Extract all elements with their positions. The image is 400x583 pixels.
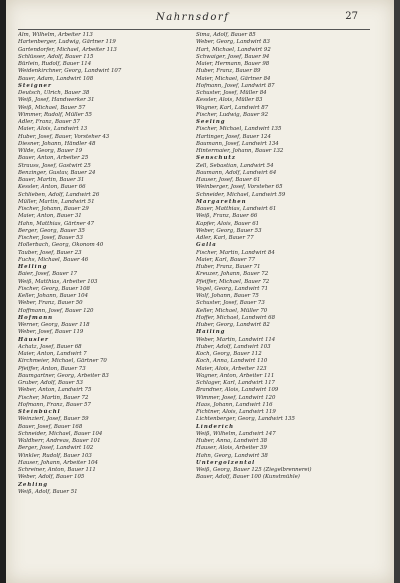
page-title: Nahrnsdorf (156, 12, 230, 23)
directory-entry: Benzinger, Gustav, Bauer 24 (18, 169, 96, 176)
directory-entry: Huber, Josef, Bauer, Vorsteher 43 (18, 133, 110, 140)
directory-entry: Tauber, Josef, Bauer 23 (18, 249, 82, 256)
directory-entry: Fischer, Georg, Bauer 108 (18, 285, 90, 292)
directory-entry: Hollerbach, Georg, Ökonom 40 (18, 242, 104, 249)
directory-entry: Kessler, Anton, Bauer 66 (18, 184, 86, 191)
directory-entry: Weber, Josef, Bauer 119 (18, 329, 84, 336)
directory-entry: Weber, Franz, Bauer 50 (18, 300, 83, 307)
directory-entry: Maier, Anton, Bauer 31 (18, 213, 82, 220)
directory-entry: Weber, Anton, Landwirt 75 (18, 387, 92, 394)
right-column (196, 32, 366, 482)
directory-entry: Fichtner, Alois, Landwirt 119 (196, 409, 276, 415)
directory-entry: Weiß, Josef, Handwerker 31 (18, 97, 95, 104)
page-number: 27 (345, 11, 358, 22)
directory-entry: Weidenkirchner, Georg, Landwirt 107 (18, 68, 122, 75)
section-heading: Steigner (18, 82, 52, 89)
section-heading: Margarethen (196, 198, 247, 205)
directory-entry: Hart, Michael, Landwirt 92 (196, 46, 271, 53)
directory-entry: Berger, Georg, Bauer 35 (18, 227, 85, 234)
directory-entry: Bauer, Josef, Bauer 168 (18, 423, 83, 430)
header-rule (18, 29, 370, 30)
directory-entry: Haas, Johann, Landwirt 116 (196, 401, 273, 408)
directory-entry: Gartendorfer, Michael, Arbeiter 113 (18, 46, 117, 53)
directory-entry: Fischer, Michael, Landwirt 135 (196, 126, 282, 133)
directory-entry: Berger, Josef, Landwirt 102 (18, 445, 94, 452)
directory-entry: Bauer, Matthias, Landwirt 61 (196, 206, 277, 212)
section-heading: Häusler (18, 336, 49, 343)
directory-entry: Huber, Anna, Landwirt 38 (196, 438, 268, 444)
section-heading: Linderich (196, 423, 235, 430)
directory-entry: Winkler, Rudolf, Bauer 103 (18, 452, 92, 459)
directory-entry: Kirchmeier, Michael, Gärtner 70 (18, 358, 107, 365)
section-heading: Hailing (196, 329, 226, 336)
directory-entry: Weiß, Georg, Bauer 125 (Ziegelbrennerei) (196, 467, 312, 473)
directory-entry: Diesner, Johann, Händler 48 (18, 140, 96, 147)
directory-entry: Wagner, Anton, Arbeiter 111 (196, 372, 275, 379)
directory-entry: Zell, Sebastian, Landwirt 54 (196, 162, 274, 169)
directory-entry: Bauer, Anton, Arbeiter 25 (18, 155, 89, 162)
directory-entry: Waldherr, Andreas, Bauer 101 (18, 438, 101, 444)
directory-entry: Schlieben, Adolf, Landwirt 26 (18, 191, 100, 198)
directory-entry: Keller, Michael, Müller 70 (196, 307, 268, 314)
directory-entry: Maier, Hermann, Bauer 98 (196, 61, 270, 67)
directory-entry: Maier, Anton, Landwirt 7 (18, 351, 87, 357)
directory-entry: Strauss, Josef, Gastwirt 25 (18, 162, 91, 169)
directory-entry: Hoffer, Michael, Landwirt 68 (196, 314, 276, 321)
directory-entry: Weiß, Michael, Bauer 57 (18, 104, 86, 111)
directory-entry: Werner, Georg, Bauer 118 (18, 322, 90, 328)
directory-entry: Pfeiffer, Anton, Bauer 73 (18, 365, 86, 372)
directory-entry: Huber, Adolf, Landwirt 103 (196, 343, 271, 350)
directory-entry: Kessler, Alois, Müller 83 (196, 97, 263, 104)
document-page (6, 0, 394, 583)
directory-entry: Fischer, Martin, Bauer 72 (18, 394, 89, 401)
directory-entry: Weiß, Franz, Bauer 66 (196, 213, 258, 220)
directory-entry: Gruber, Adolf, Bauer 53 (18, 380, 83, 386)
directory-entry: Hauser, Alois, Arbeiter 39 (196, 445, 267, 452)
directory-entry: Hahn, Matthias, Gärtner 47 (18, 220, 95, 227)
directory-entry: Hofmann, Franz, Bauer 57 (18, 401, 91, 408)
directory-entry: Weiß, Matthias, Arbeiter 103 (18, 278, 98, 285)
directory-entry: Pfeiffer, Michael, Bauer 72 (196, 278, 270, 285)
directory-entry: Schuster, Josef, Bauer 73 (196, 300, 265, 307)
directory-entry: Weinzierl, Josef, Bauer 59 (18, 416, 89, 423)
directory-entry: Keller, Johann, Bauer 104 (18, 293, 89, 299)
directory-entry: Hartenberger, Ludwig, Gärtner 119 (18, 39, 116, 46)
directory-entry: Kreuzer, Johann, Bauer 72 (196, 271, 269, 278)
directory-entry: Weber, Adolf, Bauer 105 (18, 474, 85, 481)
directory-entry: Hartinger, Josef, Bauer 124 (196, 133, 271, 140)
directory-entry: Hahn, Georg, Landwirt 38 (196, 452, 268, 459)
directory-entry: Schlüsser, Adolf, Bauer 115 (18, 53, 94, 60)
directory-entry: Baumann, Josef, Landwirt 134 (196, 140, 279, 147)
directory-entry: Schuster, Josef, Müller 84 (196, 90, 267, 96)
directory-entry: Müller, Martin, Landwirt 51 (18, 198, 95, 205)
section-heading: Hofmann (18, 314, 54, 321)
directory-entry: Hauser, Johann, Arbeiter 104 (18, 459, 98, 466)
section-heading: Untergolzental (196, 459, 256, 466)
section-heading: Senschutz (196, 155, 236, 162)
directory-entry: Vogel, Georg, Landwirt 71 (196, 285, 269, 292)
directory-entry: Bauer, Adam, Landwirt 108 (18, 75, 94, 82)
directory-entry: Maier, Alois, Arbeiter 123 (196, 365, 267, 372)
section-heading: Galla (196, 242, 217, 249)
directory-entry: Deutsch, Ulrich, Bauer 38 (18, 90, 90, 96)
left-column (18, 32, 188, 496)
directory-entry: Brandner, Alois, Landwirt 109 (196, 387, 279, 394)
section-heading: Zehling (18, 481, 49, 488)
directory-entry: Maier, Michael, Gärtner 84 (196, 75, 271, 82)
directory-entry: Fuchs, Michael, Bauer 46 (18, 256, 89, 263)
directory-entry: Fischer, Johann, Bauer 29 (18, 206, 89, 212)
directory-entry: Alm, Wilhelm, Arbeiter 113 (18, 32, 93, 38)
directory-entry: Hoffmann, Josef, Bauer 120 (18, 307, 94, 314)
section-heading: Helling (18, 264, 48, 270)
directory-entry: Lichtenberger, Georg, Landwirt 135 (196, 416, 295, 423)
directory-entry: Bauer, Adolf, Bauer 100 (Kunstmühle) (196, 474, 300, 481)
directory-entry: Sima, Adolf, Bauer 85 (196, 32, 256, 38)
directory-entry: Koch, Anna, Landwirt 110 (196, 358, 268, 365)
directory-entry: Weber, Georg, Landwirt 83 (196, 39, 270, 46)
directory-entry: Weiß, Adolf, Bauer 51 (18, 488, 78, 495)
directory-entry: Wilde, Georg, Bauer 19 (18, 148, 83, 154)
directory-entry: Achatz, Josef, Bauer 68 (18, 343, 82, 350)
directory-entry: Fischer, Martin, Landwirt 84 (196, 249, 275, 256)
directory-entry: Wimmer, Rudolf, Müller 55 (18, 111, 92, 118)
directory-entry: Huber, Franz, Bauer 89 (196, 68, 261, 75)
section-heading: Steinbüchl (18, 409, 61, 415)
directory-entry: Weinberger, Josef, Vorsteher 65 (196, 184, 283, 191)
directory-entry: Bauer, Martin, Bauer 31 (18, 177, 85, 183)
directory-entry: Weiß, Wilhelm, Landwirt 147 (196, 430, 276, 437)
directory-entry: Hofmann, Josef, Landwirt 87 (196, 82, 275, 89)
directory-entry: Fischer, Ludwig, Bauer 92 (196, 111, 269, 118)
directory-entry: Schreiner, Anton, Bauer 111 (18, 467, 96, 473)
directory-entry: Hauser, Josef, Bauer 61 (196, 177, 261, 183)
directory-entry: Kapfer, Alois, Bauer 61 (196, 220, 260, 227)
directory-entry: Schneider, Michael, Landwirt 59 (196, 191, 286, 198)
directory-entry: Adler, Karl, Bauer 77 (196, 235, 254, 241)
directory-entry: Hintermaier, Johann, Bauer 132 (196, 148, 284, 154)
directory-entry: Baumgartner, Georg, Arbeiter 83 (18, 372, 109, 379)
directory-entry: Huber, Franz, Bauer 71 (196, 264, 261, 270)
directory-entry: Bürlein, Rudolf, Bauer 114 (18, 61, 92, 67)
directory-entry: Schwaiger, Josef, Bauer 94 (196, 53, 270, 60)
directory-entry: Wagner, Karl, Landwirt 87 (196, 104, 269, 111)
directory-entry: Weber, Georg, Bauer 53 (196, 227, 262, 234)
directory-entry: Huber, Georg, Landwirt 82 (196, 322, 270, 328)
directory-entry: Wimmer, Josef, Landwirt 120 (196, 394, 276, 401)
directory-entry: Schlager, Karl, Landwirt 117 (196, 380, 275, 386)
page-header (6, 8, 394, 30)
directory-entry: Maier, Alois, Landwirt 13 (18, 126, 88, 133)
directory-entry: Wolf, Johann, Bauer 75 (196, 293, 259, 299)
directory-entry: Fischer, Josef, Bauer 53 (18, 235, 83, 241)
directory-entry: Maier, Karl, Bauer 77 (196, 256, 256, 263)
directory-entry: Weber, Martin, Landwirt 114 (196, 336, 276, 343)
section-heading: Seeling (196, 119, 226, 125)
directory-entry: Schneider, Michael, Bauer 104 (18, 430, 103, 437)
directory-entry: Adler, Franz, Bauer 57 (18, 119, 80, 125)
directory-entry: Baumann, Adolf, Landwirt 64 (196, 169, 277, 176)
directory-entry: Baier, Josef, Bauer 17 (18, 271, 78, 278)
directory-entry: Koch, Georg, Bauer 112 (196, 351, 262, 357)
